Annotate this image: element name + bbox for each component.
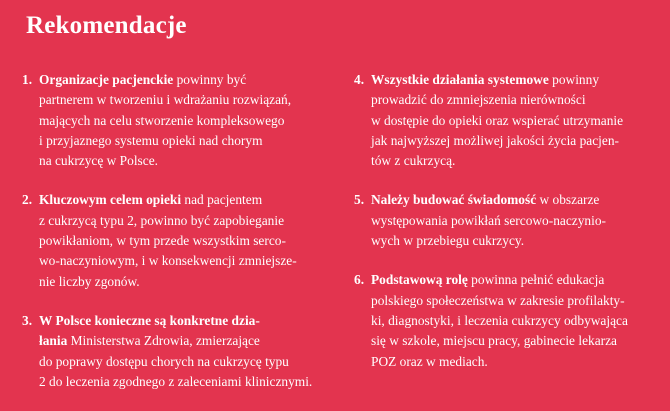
item-number: 4.: [354, 72, 365, 87]
recommendations-right-column: [354, 70, 666, 391]
item-text: powinny: [548, 72, 600, 87]
page-title: Rekomendacje: [26, 12, 187, 39]
recommendation-item: [354, 70, 666, 171]
item-text: 2 do leczenia zgodnego z zaleceniami klinicznymi.: [39, 373, 313, 389]
recommendation-item: [22, 190, 332, 291]
item-line: [39, 311, 332, 331]
item-line: [39, 211, 332, 231]
item-line: [371, 211, 666, 231]
item-line: [371, 331, 666, 351]
item-emphasis: łania: [39, 333, 68, 349]
item-text: mających na celu stworzenie kompleksowego: [39, 112, 285, 128]
recommendation-item: [354, 190, 666, 251]
item-line: [39, 151, 332, 171]
item-text: do poprawy dostępu chorych na cukrzycę typu: [39, 353, 289, 369]
item-number: 1.: [22, 72, 33, 87]
recommendations-left-column: [22, 70, 332, 411]
item-emphasis: W Polsce konieczne są konkretne dzia-: [39, 312, 260, 328]
item-text: powikłaniom, w tym przede wszystkim serco-: [39, 233, 286, 249]
item-text: z cukrzycą typu 2, powinno być zapobieganie: [39, 212, 285, 228]
item-text: ki, diagnostyki, i leczenia cukrzycy odbywająca: [371, 312, 628, 328]
item-line: [39, 331, 332, 351]
item-line: [371, 131, 666, 151]
item-line: [371, 291, 666, 311]
item-text: powinny być: [173, 72, 247, 87]
item-text: POZ oraz w mediach.: [371, 353, 488, 369]
item-text: tów z cukrzycą.: [371, 153, 456, 169]
item-number: 2.: [22, 192, 33, 208]
item-text: polskiego społeczeństwa w zakresie profilakty-: [371, 292, 625, 308]
item-text: na cukrzycę w Polsce.: [39, 153, 158, 169]
item-text: wo-naczyniowym, i w konsekwencji zmniejsze-: [39, 253, 297, 269]
item-line: [39, 251, 332, 271]
item-emphasis: Organizacje pacjenckie: [39, 72, 174, 87]
item-text: w dostępie do opieki oraz wspierać utrzymanie: [371, 112, 624, 128]
item-text: Ministerstwa Zdrowia, zmierzające: [67, 333, 260, 349]
item-text: partnerem w tworzeniu i wdrażaniu rozwiązań,: [39, 92, 292, 108]
item-line: [39, 272, 332, 292]
item-text: się w szkole, miejscu pracy, gabinecie lekarza: [371, 333, 618, 349]
item-emphasis: Podstawową rolę: [371, 272, 468, 288]
item-line: [371, 311, 666, 331]
item-line: [371, 231, 666, 251]
item-line: [371, 270, 666, 290]
item-text: w obszarze: [536, 192, 600, 208]
item-line: [39, 231, 332, 251]
item-emphasis: Kluczowym celem opieki: [39, 192, 182, 208]
item-line: [39, 352, 332, 372]
item-text: występowania powikłań sercowo-naczynio-: [371, 212, 607, 228]
item-line: [371, 111, 666, 131]
item-text: jak najwyższej możliwej jakości życia pacjen-: [371, 132, 619, 148]
item-line: [39, 131, 332, 151]
item-line: [371, 352, 666, 372]
item-line: [371, 90, 666, 110]
item-text: prowadzić do zmniejszenia nierówności: [371, 92, 586, 108]
item-line: [39, 190, 332, 210]
recommendation-item: [354, 270, 666, 371]
item-line: [371, 70, 666, 90]
item-line: [371, 151, 666, 171]
item-line: [39, 70, 332, 90]
item-text: i przyjaznego systemu opieki nad chorym: [39, 132, 263, 148]
item-line: [371, 190, 666, 210]
item-emphasis: Wszystkie działania systemowe: [371, 72, 549, 87]
item-text: nie liczby zgonów.: [39, 273, 140, 289]
item-number: 3.: [22, 312, 33, 328]
item-line: [39, 90, 332, 110]
item-number: 6.: [354, 272, 365, 288]
item-number: 5.: [354, 192, 365, 208]
item-line: [39, 372, 332, 392]
item-emphasis: Należy budować świadomość: [371, 192, 537, 208]
item-text: wych w przebiegu cukrzycy.: [371, 233, 525, 249]
item-text: powinna pełnić edukacja: [467, 272, 605, 288]
item-line: [39, 111, 332, 131]
recommendation-item: [22, 311, 332, 392]
item-text: nad pacjentem: [181, 192, 263, 208]
recommendation-item: [22, 70, 332, 171]
